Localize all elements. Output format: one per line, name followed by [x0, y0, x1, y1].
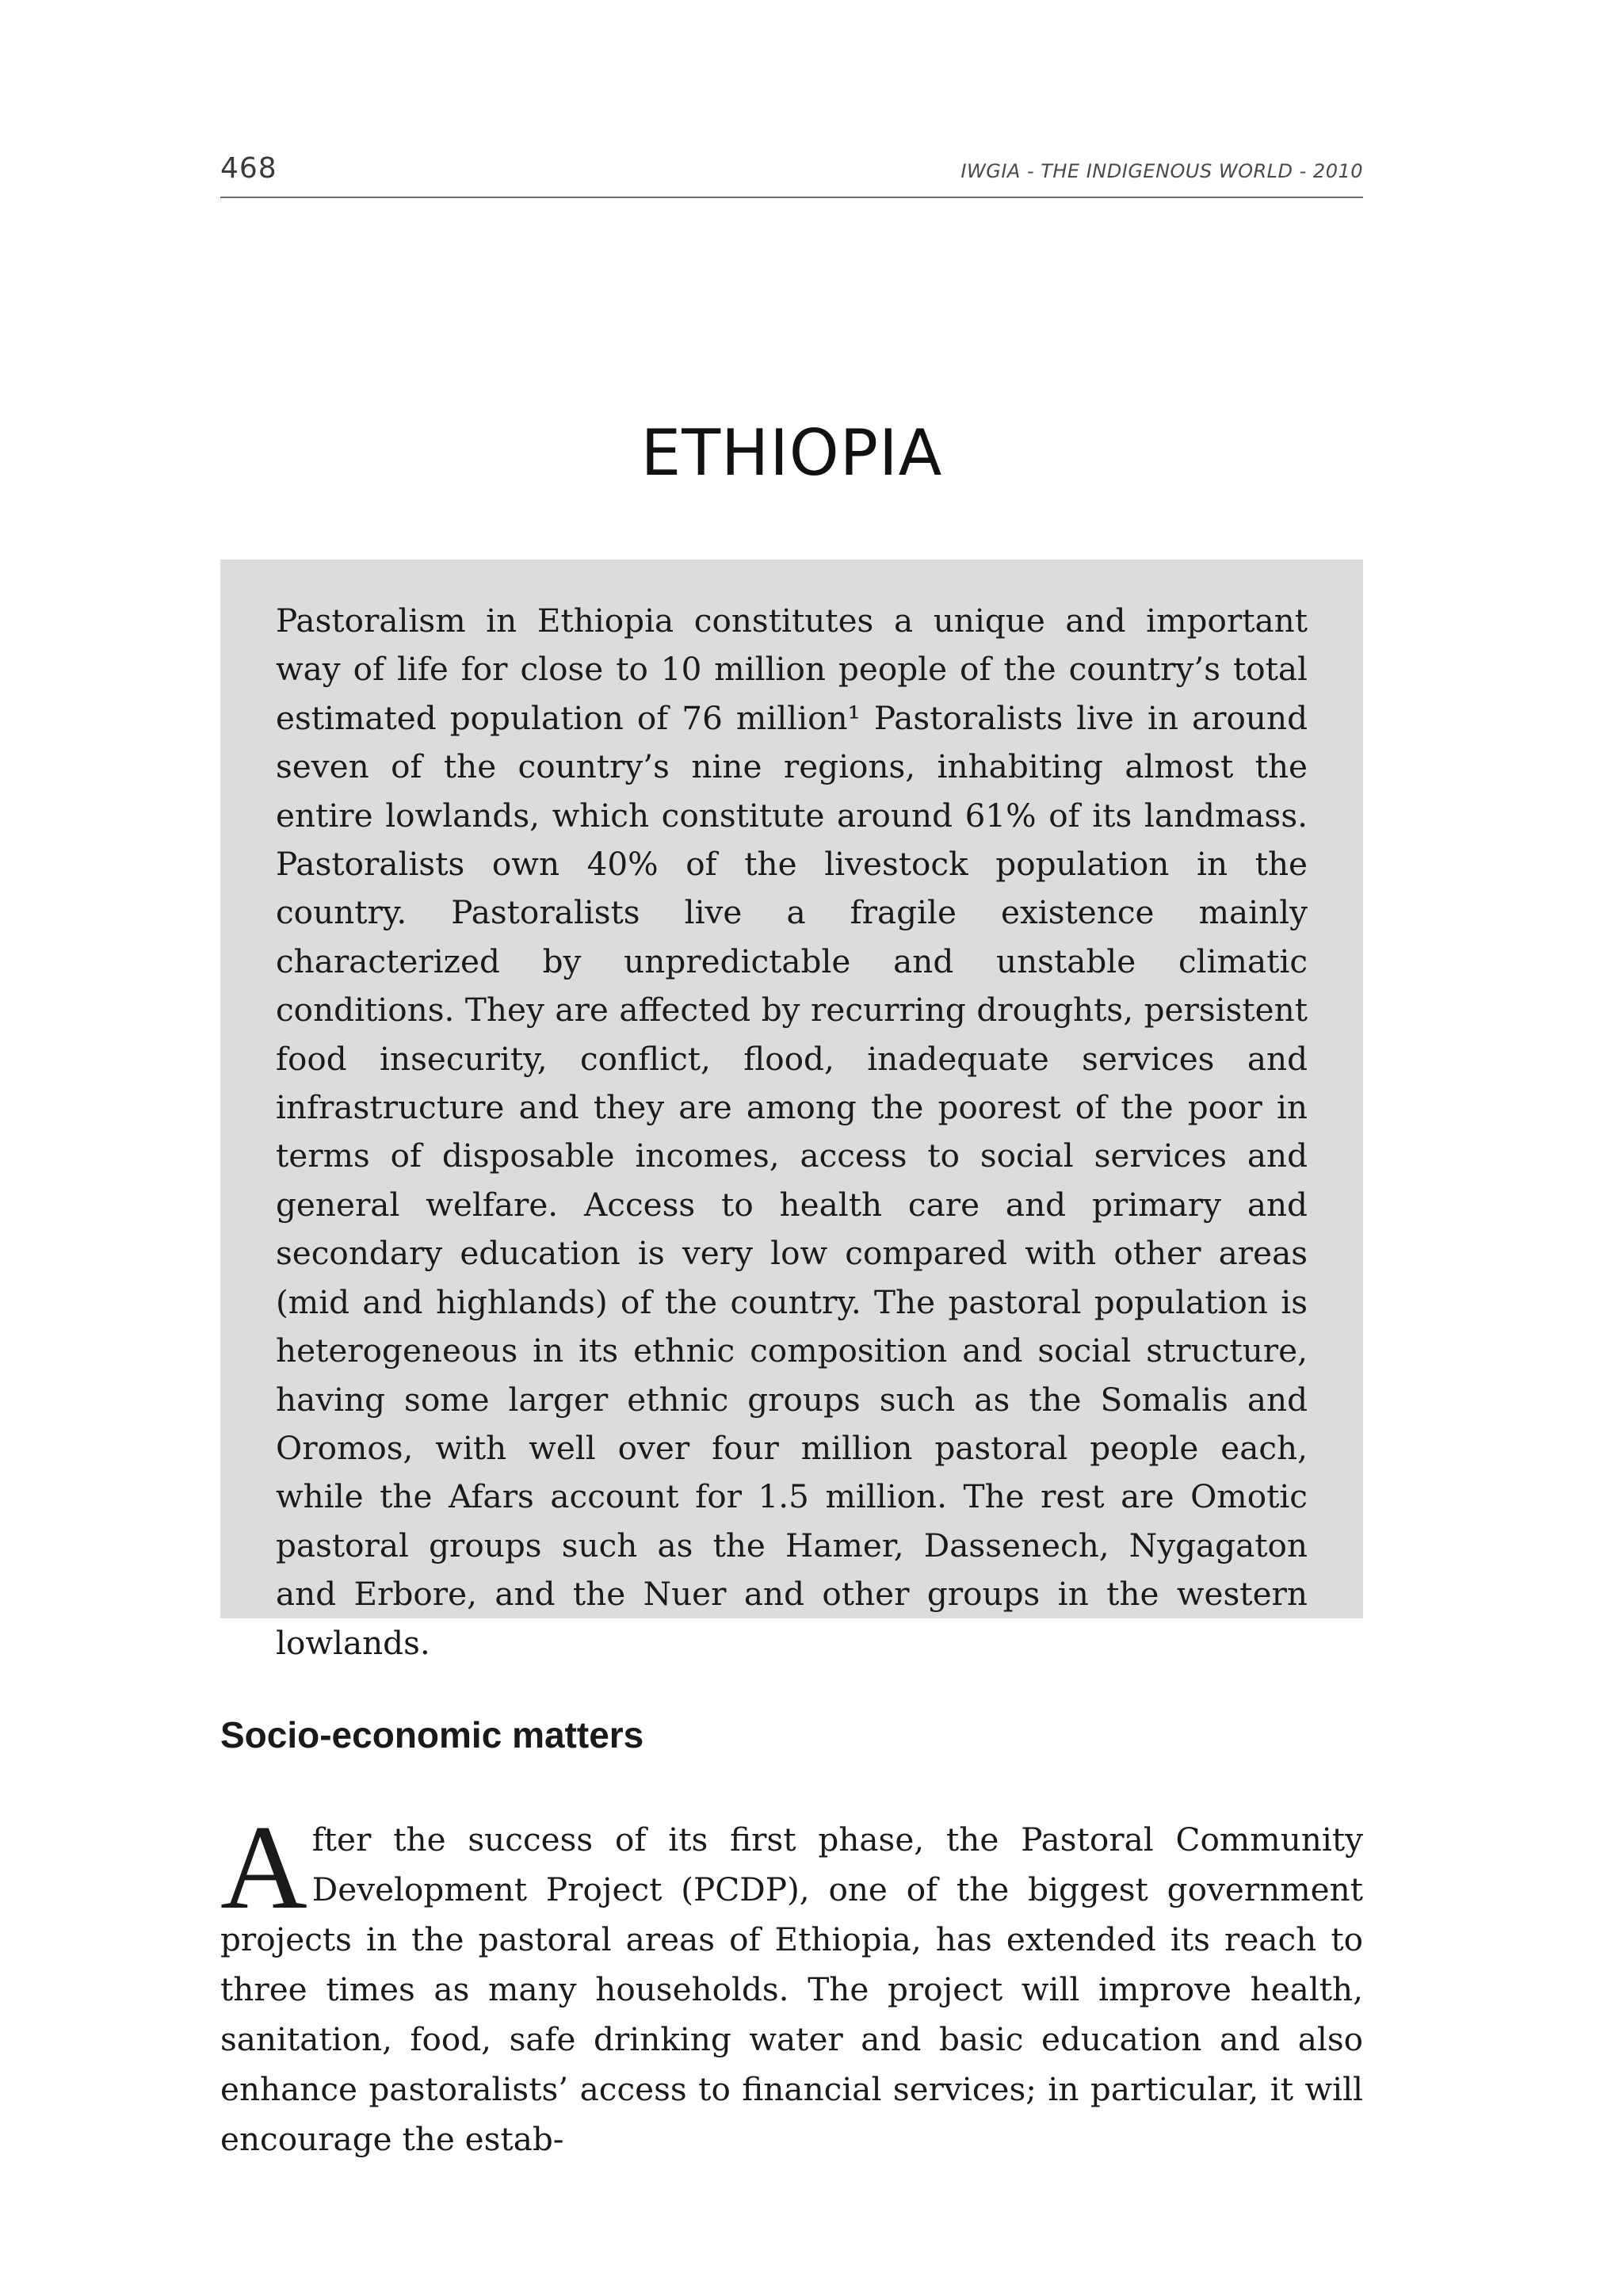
body-paragraph [220, 1801, 1363, 2164]
page-number: 468 [220, 152, 277, 185]
running-title: IWGIA - THE INDIGENOUS WORLD - 2010 [960, 160, 1363, 182]
summary-box [220, 560, 1363, 1662]
body-text: fter the success of its first phase, the Pastoral Community Development Project (PCDP), one of the biggest government projects in the pastoral areas of Ethiopia, has extended its reach to three times as many households. The project will improve health, sanitation, food, safe drinking water and basic education and also enhance pastoralists’ access to financial services; in particular, it will encourage the estab- [220, 1820, 1363, 2158]
drop-cap: A [220, 1801, 307, 1934]
chapter-title: ETHIOPIA [640, 416, 943, 490]
section-heading: Socio-economic matters [220, 1714, 644, 1755]
running-header [220, 149, 1363, 198]
summary-text: Pastoralism in Ethiopia constitutes a unique and important way of life for close to 10 million people of the country’s total estimated population of 76 million¹ Pastoralists live in around seven of the country’s nine regions, inhabiting almost the entire lowlands, which constitute around 61% of its landmass. Pastoralists own 40% of the livestock population in the country. Pastoralists live a fragile existence mainly characterized by unpredictable and unstable climatic conditions. They are affected by recurring droughts, persistent food insecurity, conflict, flood, inadequate services and infrastructure and they are among the poorest of the poor in terms of disposable incomes, access to social services and general welfare. Access to health care and primary and secondary education is very low compared with other areas (mid and highlands) of the country. The pastoral population is heterogeneous in its ethnic composition and social structure, having some larger ethnic groups such as the Somalis and Oromos, with well over four million pastoral people each, while the Afars account for 1.5 million. The rest are Omotic pastoral groups such as the Hamer, Dassenech, Nygagaton and Erbore, and the Nuer and other groups in the western lowlands. [276, 602, 1308, 1662]
